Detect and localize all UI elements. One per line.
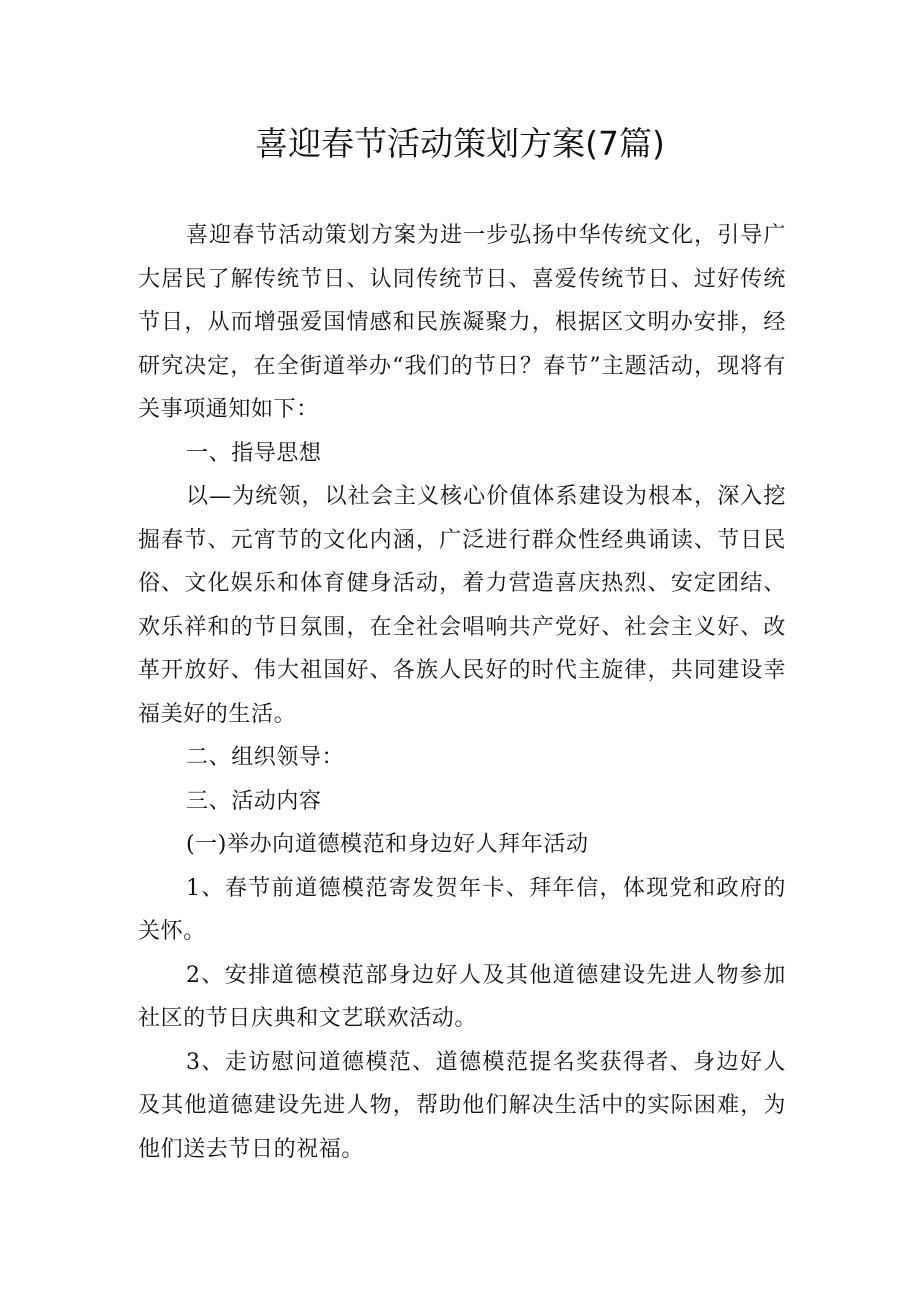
document-title: 喜迎春节活动策划方案(7篇) — [255, 124, 665, 163]
paragraph-intro: 喜迎春节活动策划方案为进一步弘扬中华传统文化，引导广大居民了解传统节日、认同传统节日、喜爱传统节日、过好传统节日，从而增强爱国情感和民族凝聚力，根据区文明办安排，经研究决定，在全街道举办“我们的节日？春节”主题活动，现将有关事项通知如下： — [138, 223, 786, 422]
list-item-2: 2、安排道德模范部身边好人及其他道德建设先进人物参加社区的节日庆典和文艺联欢活动。 — [138, 962, 786, 1031]
document-body — [138, 214, 786, 1171]
heading-organization: 二、组织领导： — [186, 745, 345, 770]
heading-activity-content: 三、活动内容 — [186, 788, 322, 814]
list-item-1: 1、春节前道德模范寄发贺年卡、拜年信，体现党和政府的关怀。 — [138, 875, 786, 944]
subheading-activity-1: (一)举办向道德模范和身边好人拜年活动 — [186, 832, 589, 857]
paragraph-guiding-thought: 以—为统领，以社会主义核心价值体系建设为根本，深入挖掘春节、元宵节的文化内涵，广泛进行群众性经典诵读、节日民俗、文化娱乐和体育健身活动，着力营造喜庆热烈、安定团结、欢乐祥和的节日氛围，在全社会唱响共产党好、社会主义好、改革开放好、伟大祖国好、各族人民好的时代主旋律，共同建设幸福美好的生活。 — [138, 484, 786, 727]
list-item-3: 3、走访慰问道德模范、道德模范提名奖获得者、身边好人及其他道德建设先进人物，帮助他们解决生活中的实际困难，为他们送去节日的祝福。 — [138, 1049, 786, 1162]
heading-guiding-thought: 一、指导思想 — [186, 440, 322, 466]
